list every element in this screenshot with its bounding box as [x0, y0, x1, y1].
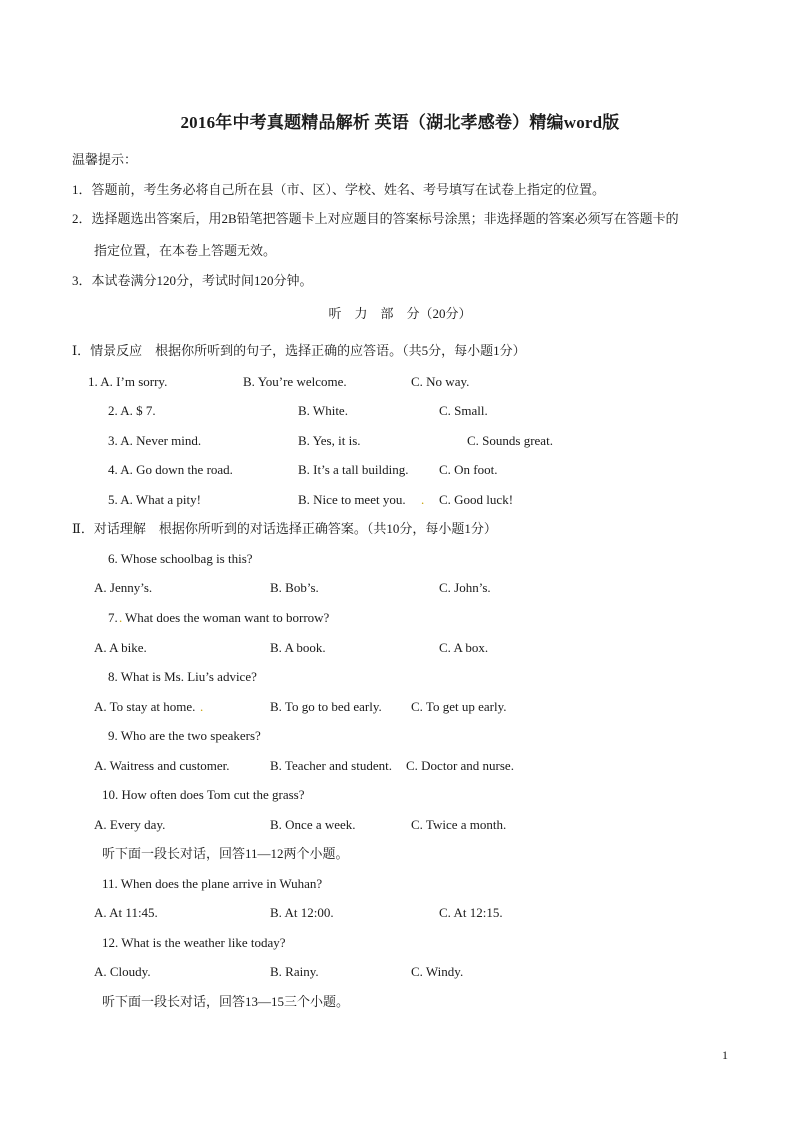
q7-number: 7.	[108, 610, 118, 625]
q1-option-b: B. You’re welcome.	[243, 374, 347, 389]
q1-option-a: 1. A. I’m sorry.	[88, 374, 168, 389]
q12-option-b: B. Rainy.	[270, 964, 319, 979]
q7-option-c: C. A box.	[439, 640, 489, 655]
q12-question: 12. What is the weather like today?	[102, 935, 286, 950]
q9-option-b: B. Teacher and student.	[270, 758, 392, 773]
q3-option-a: 3. A. Never mind.	[108, 433, 202, 448]
q6-question: 6. Whose schoolbag is this?	[108, 551, 253, 566]
q9-option-c: C. Doctor and nurse.	[406, 758, 514, 773]
q4-option-b: B. It’s a tall building.	[298, 462, 409, 477]
q1-option-c: C. No way.	[411, 374, 470, 389]
listening-heading: 听 力 部 分（20分）	[328, 306, 472, 321]
tips-heading: 温馨提示：	[72, 152, 138, 167]
part1-heading: Ⅰ．情景反应 根据你所听到的句子，选择正确的应答语。（共5分，每小题1分）	[72, 343, 526, 358]
q3-option-b: B. Yes, it is.	[298, 433, 361, 448]
long-dialogue-note-13-15: 听下面一段长对话，回答13—15三个小题。	[102, 994, 350, 1009]
q6-option-c: C. John’s.	[439, 580, 491, 595]
tip-3: 3．本试卷满分120分，考试时间120分钟。	[72, 273, 313, 288]
q11-option-c: C. At 12:15.	[439, 905, 503, 920]
q12-option-a: A. Cloudy.	[94, 964, 151, 979]
tip-2-continued: 指定位置，在本卷上答题无效。	[94, 243, 277, 258]
q4-option-c: C. On foot.	[439, 462, 498, 477]
q5-option-b: B. Nice to meet you.	[298, 492, 406, 507]
q4-option-a: 4. A. Go down the road.	[108, 462, 233, 477]
q10-option-a: A. Every day.	[94, 817, 166, 832]
document-title: 2016年中考真题精品解析 英语（湖北孝感卷）精编word版	[180, 113, 620, 132]
q10-option-c: C. Twice a month.	[411, 817, 507, 832]
q7-option-b: B. A book.	[270, 640, 326, 655]
stray-dot: .	[421, 492, 425, 507]
part2-heading: Ⅱ．对话理解 根据你所听到的对话选择正确答案。（共10分，每小题1分）	[72, 521, 497, 536]
q8-option-b: B. To go to bed early.	[270, 699, 382, 714]
long-dialogue-note-11-12: 听下面一段长对话，回答11—12两个小题。	[102, 846, 349, 861]
q7-question: What does the woman want to borrow?	[125, 610, 330, 625]
q12-option-c: C. Windy.	[411, 964, 464, 979]
page-number: 1	[722, 1048, 728, 1062]
q9-option-a: A. Waitress and customer.	[94, 758, 230, 773]
q6-option-a: A. Jenny’s.	[94, 580, 153, 595]
q8-option-c: C. To get up early.	[411, 699, 507, 714]
q11-option-b: B. At 12:00.	[270, 905, 334, 920]
q3-option-c: C. Sounds great.	[467, 433, 553, 448]
q5-option-a: 5. A. What a pity!	[108, 492, 201, 507]
q11-option-a: A. At 11:45.	[94, 905, 158, 920]
q8-option-a: A. To stay at home.	[94, 699, 196, 714]
q2-option-b: B. White.	[298, 403, 348, 418]
tip-1: 1．答题前，考生务必将自己所在县（市、区）、学校、姓名、考号填写在试卷上指定的位置。	[72, 182, 606, 197]
q10-option-b: B. Once a week.	[270, 817, 356, 832]
q5-option-c: C. Good luck!	[439, 492, 514, 507]
stray-dot: .	[119, 610, 123, 625]
q2-option-c: C. Small.	[439, 403, 488, 418]
q7-option-a: A. A bike.	[94, 640, 147, 655]
q9-question: 9. Who are the two speakers?	[108, 728, 261, 743]
q11-question: 11. When does the plane arrive in Wuhan?	[102, 876, 323, 891]
tip-2: 2．选择题选出答案后，用2B铅笔把答题卡上对应题目的答案标号涂黑；非选择题的答案必须写在答题卡的	[72, 211, 679, 226]
q8-question: 8. What is Ms. Liu’s advice?	[108, 669, 257, 684]
stray-dot: .	[200, 699, 204, 714]
q10-question: 10. How often does Tom cut the grass?	[102, 787, 305, 802]
q2-option-a: 2. A. $ 7.	[108, 403, 156, 418]
q6-option-b: B. Bob’s.	[270, 580, 319, 595]
